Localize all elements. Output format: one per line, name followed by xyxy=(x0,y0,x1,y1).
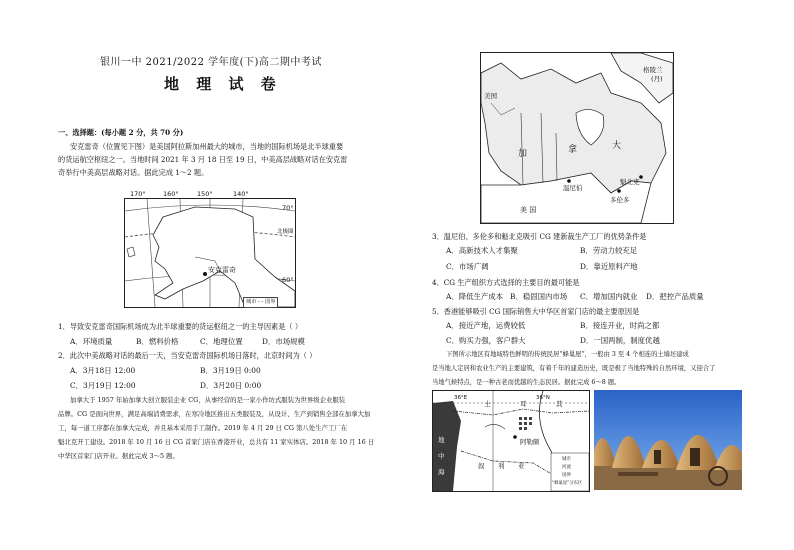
q3-option-b[interactable]: B．劳动力较充足 xyxy=(580,246,638,255)
canada-char-2: 拿 xyxy=(568,145,578,155)
passage2-line-5: 中华区首家门店开业。据此完成 3～5 题。 xyxy=(58,452,179,460)
arctic-circle-label: 北极圈 xyxy=(277,229,294,235)
q5-option-b[interactable]: B．接连开业，时尚之都 xyxy=(580,321,660,330)
exam-subject-title: 地 理 试 卷 xyxy=(164,75,282,93)
greenland-sub-label: (丹) xyxy=(651,75,663,83)
passage2-line-1: 加拿大于 1957 年始加拿大创立服装企业 CG，从事经营的是一家小作坊式服装为世界级企业服装 xyxy=(70,396,346,404)
legend-city: 城市 xyxy=(562,457,571,462)
turkey-char-1: 土 xyxy=(484,400,491,408)
passage2-line-3: 工，每一道工序都在加拿大完成，并且基本采用手工制作。2019 年 4 月 29 日 CG 第八处生产工厂在 xyxy=(58,424,348,432)
q1-option-a[interactable]: A．环境质量 xyxy=(70,337,113,346)
passage3-line-2: 是当地人定居和农业生产的主要建筑，有着千年的建造历史，既是极了当地特殊的自然环境，又迎合了 xyxy=(432,365,716,372)
aleppo-label: 阿勒颇 xyxy=(520,438,540,446)
passage2-line-4: 魁北克开工建设。2018 年 10 月 16 日 CG 首家门店在香港开业，总共有 11 家实体店。2018 年 10 月 16 日 xyxy=(58,438,375,446)
lon-label-160: 160° xyxy=(163,190,179,198)
canada-map xyxy=(480,52,674,224)
intro-line-2: 的货运航空枢纽之一。当地时间 2021 年 3 月 18 日至 19 日，中美高层战略对话在安克雷 xyxy=(58,155,348,164)
q2-option-a[interactable]: A．3月18日 12:00 xyxy=(70,366,136,375)
canada-char-3: 大 xyxy=(612,141,622,151)
q4-option-c[interactable]: C．增加国内就业 xyxy=(580,292,638,301)
q3-option-a[interactable]: A．高新技术人才集聚 xyxy=(446,246,518,255)
q4-option-d[interactable]: D．把控产品质量 xyxy=(646,292,704,301)
syria-char-2: 利 xyxy=(498,462,505,470)
q2-option-c[interactable]: C．3月19日 12:00 xyxy=(70,381,136,390)
usa-bottom-label: 美 国 xyxy=(520,206,537,214)
lon-label-170: 170° xyxy=(130,190,146,198)
exam-school-line: 银川一中 2021/2022 学年度(下)高二期中考试 xyxy=(100,57,322,68)
lat-label-70: 70° xyxy=(282,204,294,212)
syria-lat-label: 36°N xyxy=(536,395,550,401)
q5-option-c[interactable]: C．购买力强，客户群大 xyxy=(446,336,526,345)
question-4-stem: 4．CG 生产组织方式选择的主要目的最可能是 xyxy=(432,278,580,287)
q3-option-c[interactable]: C．市场广阔 xyxy=(446,262,489,271)
sea-char-3: 海 xyxy=(438,468,445,476)
question-5-stem: 5．香港能够吸引 CG 国际销售大中华区首家门店的最主要原因是 xyxy=(432,307,640,316)
quebec-label: 魁北克 xyxy=(620,178,640,186)
passage2-line-2: 品牌。CG 是面向世界，满足高端消费需求，在寒冷地区推出五类服装及，从设计、生产到销售全部在加拿大加 xyxy=(58,410,371,418)
syria-char-1: 叙 xyxy=(478,462,485,470)
intro-line-1: 安克雷奇（位置见下图）是美国阿拉斯加州最大的城市，当地的国际机场是北半球重要 xyxy=(70,142,344,151)
question-3-stem: 3．温尼伯、多伦多和魁北克吸引 CG 建新裁生产工厂的优势条件是 xyxy=(432,232,647,241)
anchorage-label: 安克雷奇 xyxy=(208,266,236,274)
beehive-house-photo xyxy=(594,390,742,490)
legend-border: 国界 xyxy=(562,473,571,478)
toronto-label: 多伦多 xyxy=(610,196,630,204)
greenland-label: 格陵兰 xyxy=(643,66,663,74)
q1-option-d[interactable]: D．市场规模 xyxy=(262,337,305,346)
lon-label-140: 140° xyxy=(233,190,249,198)
q4-option-a[interactable]: A．降低生产成本 xyxy=(446,292,504,301)
lat-label-60: 60° xyxy=(282,276,294,284)
q1-option-b[interactable]: B．燃料价格 xyxy=(136,337,179,346)
canada-char-1: 加 xyxy=(518,149,528,159)
alaska-map xyxy=(124,198,296,308)
usa-top-label: 美国 xyxy=(484,92,497,100)
syria-lon-label: 36°E xyxy=(454,395,468,401)
q4-option-b[interactable]: B．稳固国内市场 xyxy=(510,292,568,301)
winnipeg-label: 温尼伯 xyxy=(563,184,583,192)
legend-beehive: “蜂巢屋”分布区 xyxy=(552,481,583,486)
turkey-char-3: 其 xyxy=(556,400,563,408)
turkey-char-2: 耳 xyxy=(520,400,527,408)
sea-char-1: 地 xyxy=(438,436,445,444)
question-1-stem: 1．导致安克雷奇国际机场成为北半球重要的货运枢纽之一的主导因素是（ ） xyxy=(58,322,303,331)
syria-char-3: 亚 xyxy=(518,462,525,470)
lon-label-150: 150° xyxy=(197,190,213,198)
passage3-line-3: 当地气候特点，是一种古老而优越的生态民居。据此完成 6～8 题。 xyxy=(432,379,621,386)
sea-char-2: 中 xyxy=(438,452,445,460)
q5-option-d[interactable]: D．一国两制，制度优越 xyxy=(580,336,660,345)
passage3-line-1: 下图所示地区有地域特色鲜明的传统民居“蜂巢屋”，一般由 3 至 4 个相连的土墙坯建成 xyxy=(446,351,689,358)
intro-line-3: 奇举行中美高层战略对话。据此完成 1～2 题。 xyxy=(58,168,209,177)
legend-river: 河流 xyxy=(562,465,571,470)
question-2-stem: 2．此次中美战略对话的最后一天，当安克雷奇国际机场日落时，北京时间为（ ） xyxy=(58,351,317,360)
q3-option-d[interactable]: D．靠近原料产地 xyxy=(580,262,638,271)
section-heading: 一、选择题：(每小题 2 分，共 70 分) xyxy=(58,128,184,137)
q5-option-a[interactable]: A．接近产地，运费较低 xyxy=(446,321,526,330)
q2-option-b[interactable]: B．3月19日 0:00 xyxy=(200,366,261,375)
map-legend: 城市 - - 国界 xyxy=(243,297,278,308)
q2-option-d[interactable]: D．3月20日 0:00 xyxy=(200,381,262,390)
q1-option-c[interactable]: C．地理位置 xyxy=(200,337,243,346)
